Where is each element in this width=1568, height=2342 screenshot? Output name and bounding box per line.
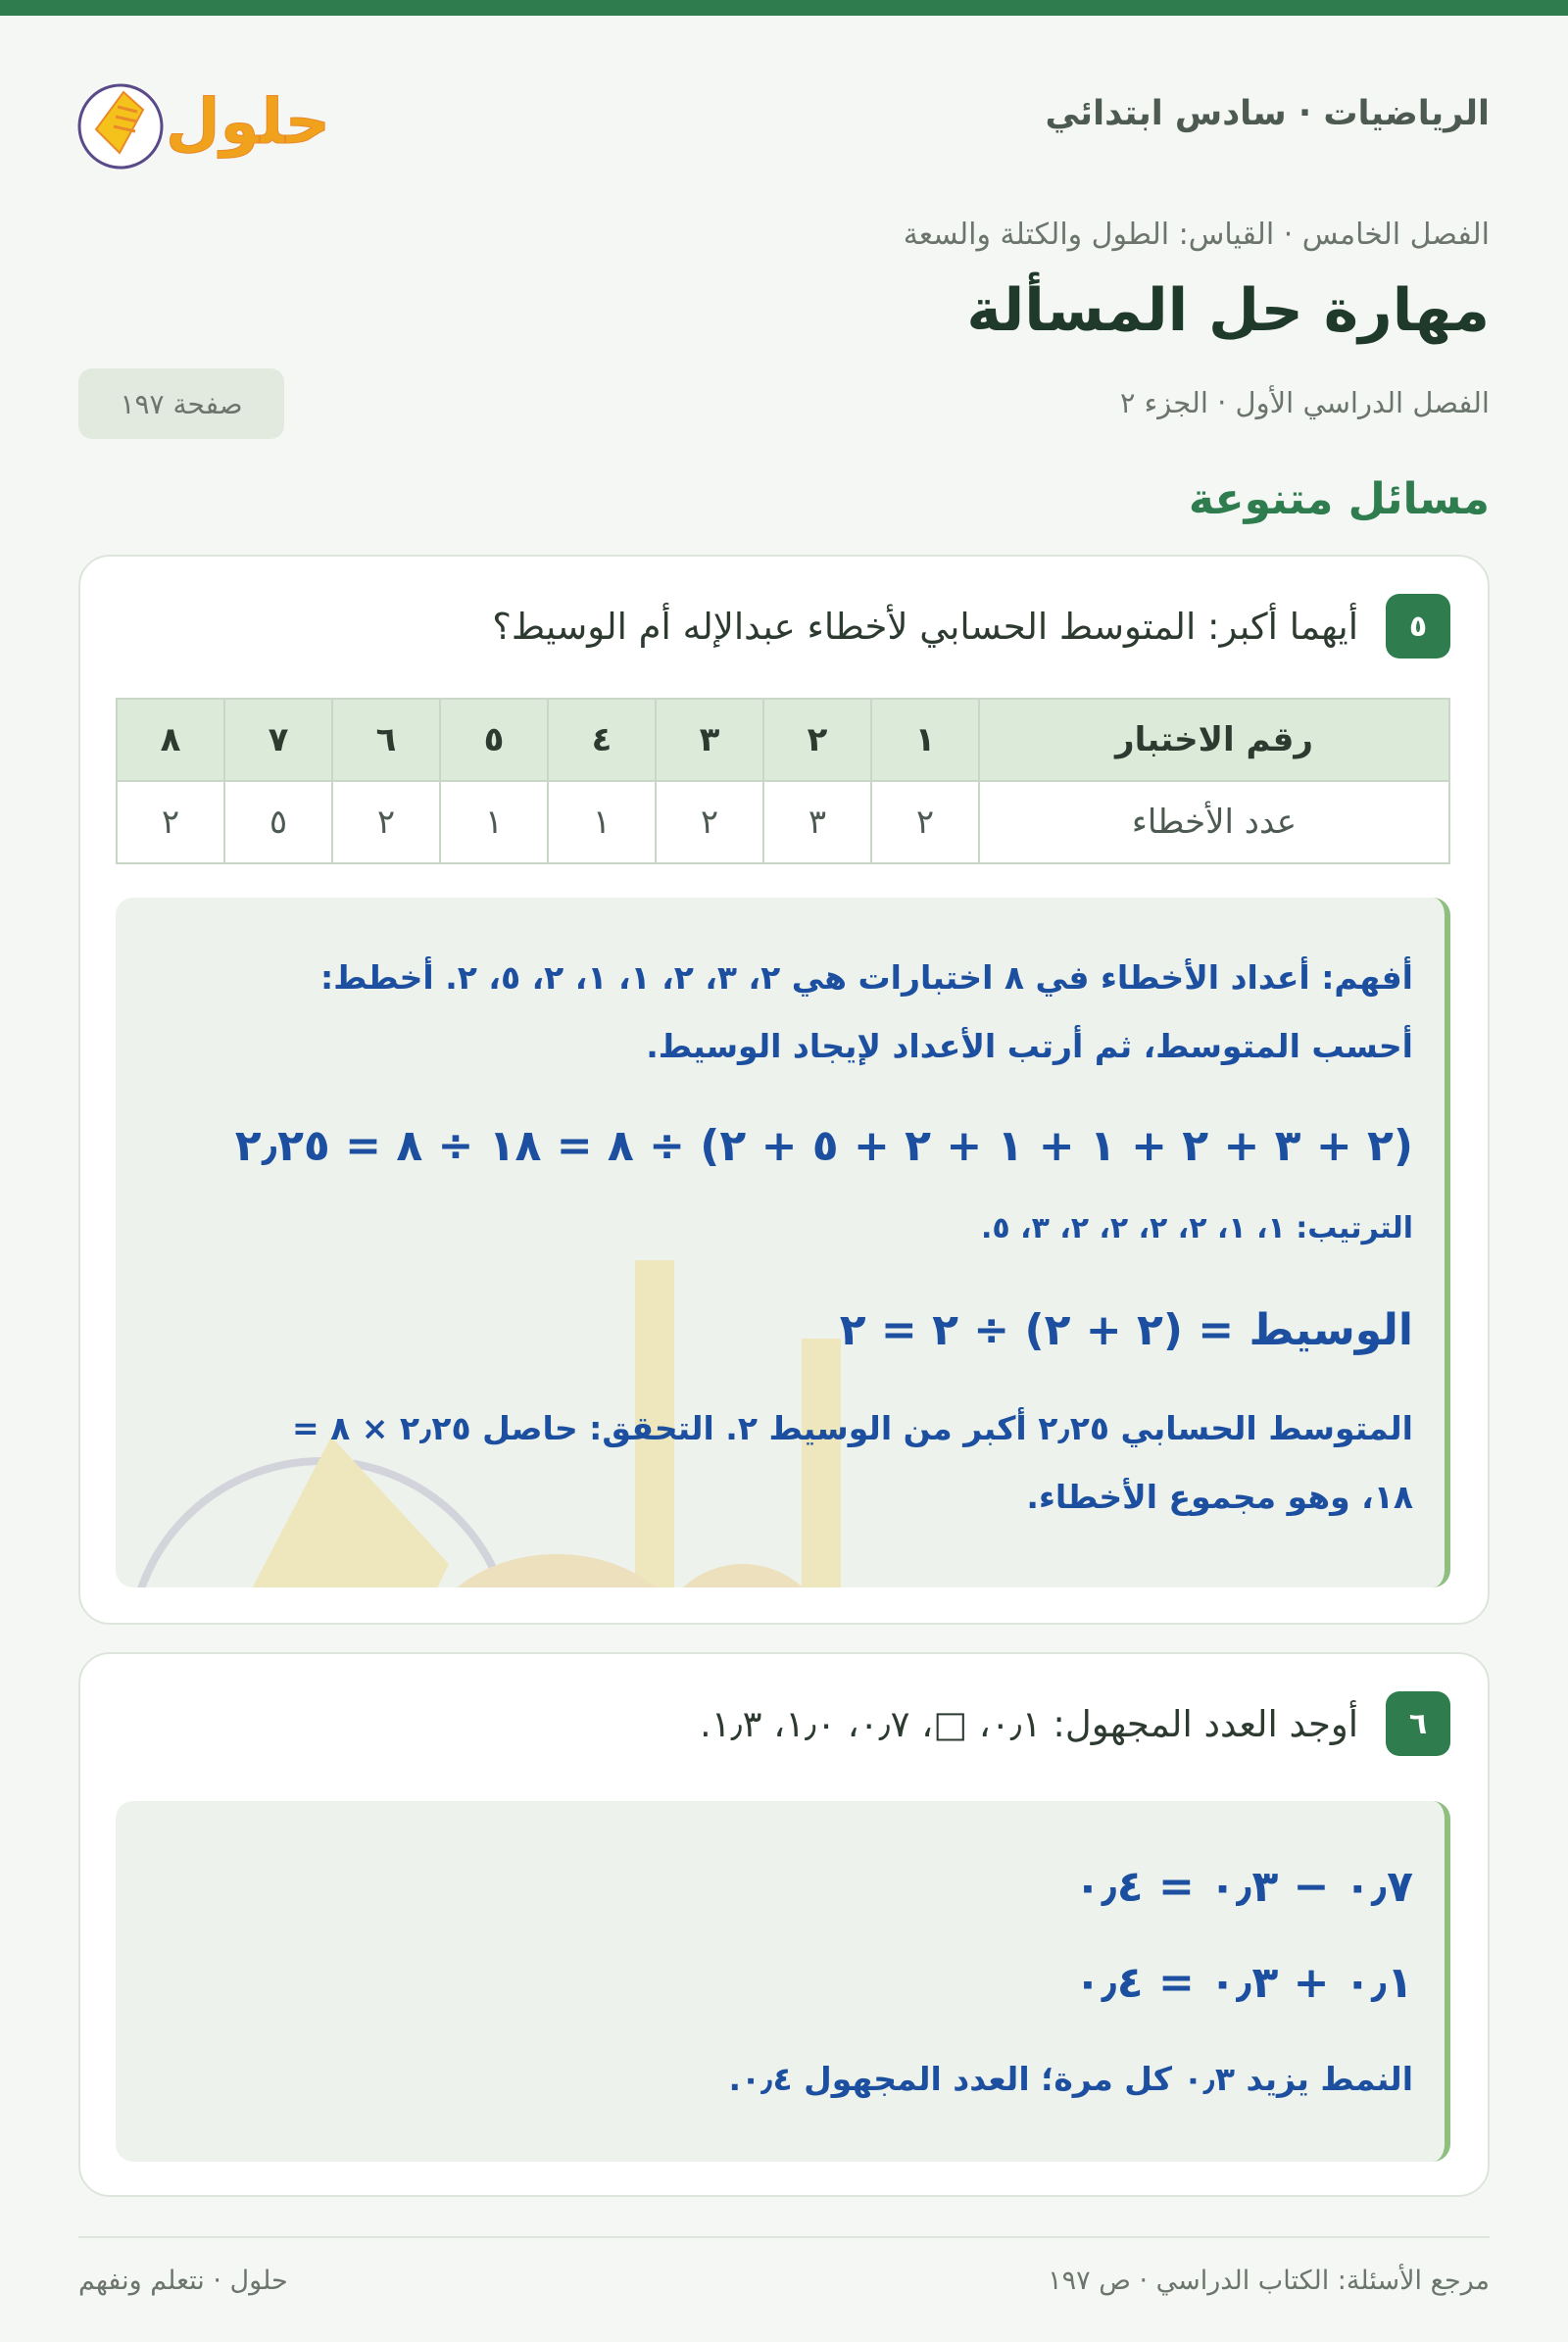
table-cell: ١ [548,781,656,863]
watermark-logo [125,1143,1007,1587]
solution-line: المتوسط الحسابي ٢٫٢٥ أكبر من الوسيط ٢. التحقق: حاصل ٢٫٢٥ × ٨ = [291,1409,1413,1447]
table-header-cell: ٤ [548,699,656,781]
table-row [117,781,1449,863]
question-number-badge: ٥ [1386,594,1450,659]
table-cell: ٢ [871,781,979,863]
footer-brand: حلول · نتعلم ونفهم [78,2266,288,2296]
mean-equation: (٢ + ٣ + ٢ + ١ + ١ + ٢ + ٥ + ٢) ÷ ٨ = ١٨ ÷ ٨ = ٢٫٢٥ [234,1121,1413,1171]
hulul-logo[interactable] [76,63,351,171]
median-equation: الوسيط = (٢ + ٢) ÷ ٢ = ٢ [839,1305,1413,1355]
page-title: مهارة حل المسألة [966,276,1490,345]
section-title: مسائل متنوعة [1188,474,1490,524]
question-text: أيهما أكبر: المتوسط الحسابي لأخطاء عبدالإله أم الوسيط؟ [492,606,1358,648]
top-accent-bar [0,0,1568,16]
table-header-cell: ٥ [440,699,548,781]
table-header-row [117,699,1449,781]
solution-line: ١٨، وهو مجموع الأخطاء. [1026,1478,1413,1516]
table-cell: ٢ [117,781,224,863]
solution-panel [116,1801,1450,2162]
solution-conclusion: النمط يزيد ٠٫٣ كل مرة؛ العدد المجهول ٠٫٤. [728,2060,1413,2098]
question-card-6 [78,1652,1490,2197]
chapter-label: الفصل الخامس · القياس: الطول والكتلة والسعة [903,218,1490,252]
errors-table [116,698,1450,864]
table-header-cell: ٣ [656,699,763,781]
solution-line: أحسب المتوسط، ثم أرتب الأعداد لإيجاد الوسيط. [646,1027,1413,1065]
footer-divider [78,2236,1490,2238]
table-cell: ١ [440,781,548,863]
table-header-cell: ١ [871,699,979,781]
question-number-badge: ٦ [1386,1691,1450,1756]
solution-line: أفهم: أعداد الأخطاء في ٨ اختبارات هي ٢، ٣، ٢، ١، ١، ٢، ٥، ٢. أخطط: [319,958,1413,997]
solution-equation: ٠٫١ + ٠٫٣ = ٠٫٤ [1074,1958,1413,2008]
table-row-label: عدد الأخطاء [979,781,1449,863]
term-label: الفصل الدراسي الأول · الجزء ٢ [1119,386,1490,419]
solution-line: الترتيب: ١، ١، ٢، ٢، ٢، ٢، ٣، ٥. [981,1211,1413,1245]
logo-wordmark: حلول [166,86,330,159]
question-card-5 [78,555,1490,1625]
subject-label: الرياضيات · سادس ابتدائي [1045,94,1490,133]
solution-equation: ٠٫٧ − ٠٫٣ = ٠٫٤ [1074,1862,1413,1912]
question-text: أوجد العدد المجهول: ٠٫١، □، ٠٫٧، ١٫٠، ١٫٣. [700,1703,1358,1745]
footer-reference: مرجع الأسئلة: الكتاب الدراسي · ص ١٩٧ [1048,2266,1490,2296]
table-cell: ٢ [656,781,763,863]
solution-panel [116,898,1450,1587]
page-number-badge: صفحة ١٩٧ [78,368,284,439]
table-cell: ٣ [763,781,871,863]
table-cell: ٥ [224,781,332,863]
table-header-cell: ٧ [224,699,332,781]
table-header-cell: ٢ [763,699,871,781]
table-header-cell: ٦ [332,699,440,781]
table-cell: ٢ [332,781,440,863]
table-header-label: رقم الاختبار [979,699,1449,781]
table-header-cell: ٨ [117,699,224,781]
